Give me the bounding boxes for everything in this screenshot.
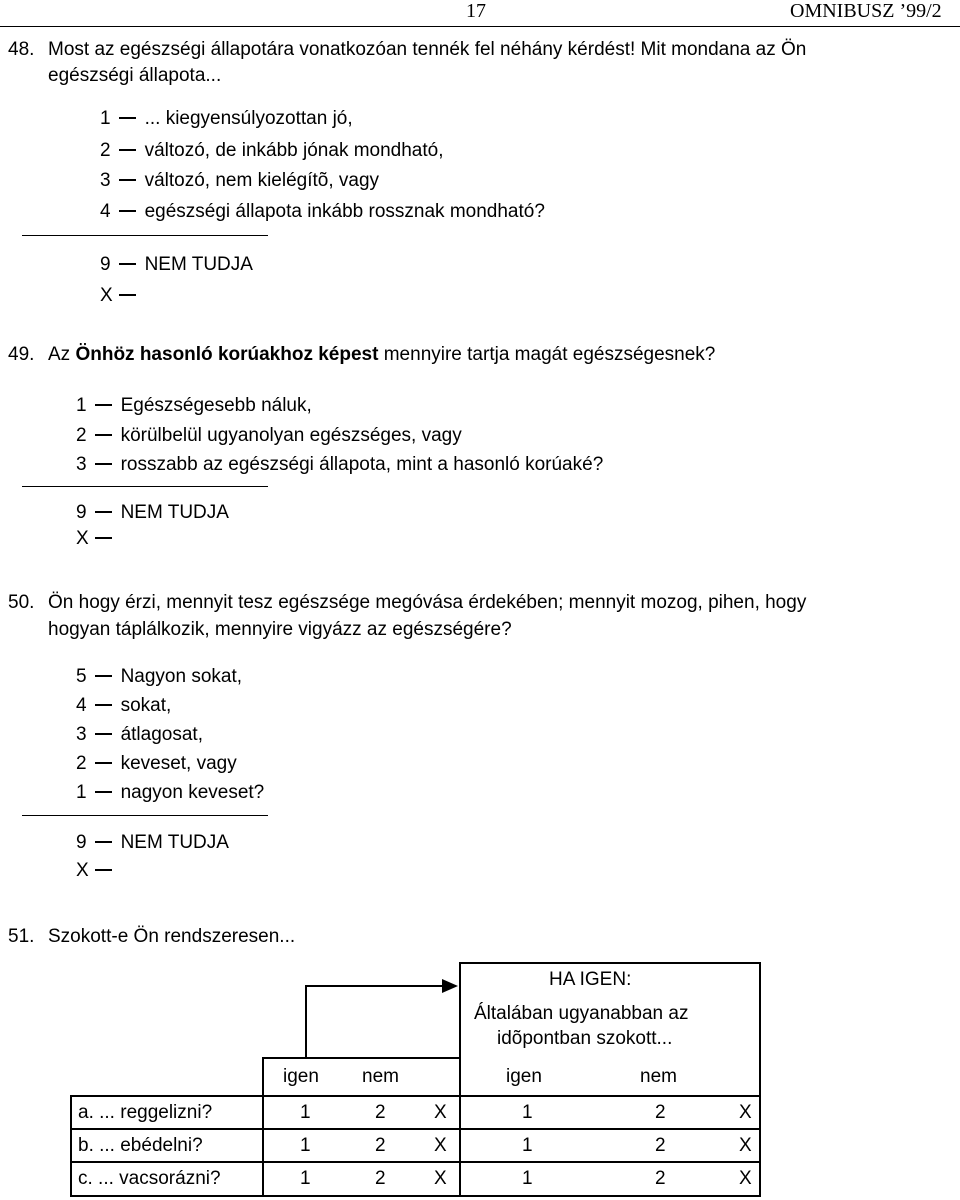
row-label: c. ... vacsorázni? xyxy=(78,1168,221,1189)
table-hline-bottom xyxy=(70,1195,761,1197)
ha-igen-text-line2: idõpontban szokott... xyxy=(497,1028,673,1049)
option-label: ... kiegyensúlyozottan jó, xyxy=(144,108,353,129)
option-code: 5 xyxy=(76,666,87,687)
q48-number: 48. xyxy=(8,39,35,60)
option-label: keveset, vagy xyxy=(120,753,237,774)
option-label: rosszabb az egészségi állapota, mint a hasonló korúaké? xyxy=(120,454,604,475)
cell-code[interactable]: 2 xyxy=(375,1168,386,1189)
option-code: 2 xyxy=(100,140,111,161)
cell-code[interactable]: 2 xyxy=(655,1135,666,1156)
option-code: X xyxy=(76,528,89,549)
cell-code[interactable]: X xyxy=(434,1168,447,1189)
cell-code[interactable]: X xyxy=(434,1135,447,1156)
col-header-igen-1: igen xyxy=(283,1066,319,1087)
dash-mark xyxy=(119,263,136,265)
option-code: 9 xyxy=(100,254,111,275)
cell-code[interactable]: 1 xyxy=(522,1102,533,1123)
option-code: 2 xyxy=(76,753,87,774)
col-header-nem-2: nem xyxy=(640,1066,677,1087)
option-code: 4 xyxy=(100,201,111,222)
dash-mark xyxy=(95,791,112,793)
dash-mark xyxy=(95,537,112,539)
dash-mark xyxy=(119,117,136,119)
q49-option-3[interactable] xyxy=(76,455,603,474)
q49-option-2[interactable] xyxy=(76,426,462,445)
cell-code[interactable]: 2 xyxy=(655,1102,666,1123)
q49-separator xyxy=(22,486,268,487)
header-rule xyxy=(0,26,960,27)
q48-text-line2: egészségi állapota... xyxy=(48,65,222,86)
q50-option-1[interactable] xyxy=(76,783,264,802)
dash-mark xyxy=(95,869,112,871)
ha-igen-box-top xyxy=(459,962,761,964)
arrow-right-icon xyxy=(442,979,458,993)
q50-text-line1: Ön hogy érzi, mennyit tesz egészsége megóvása érdekében; mennyit mozog, pihen, hogy xyxy=(48,592,807,613)
q50-number: 50. xyxy=(8,592,35,613)
cell-code[interactable]: 1 xyxy=(300,1135,311,1156)
q48-text-line1: Most az egészségi állapotára vonatkozóan tennék fel néhány kérdést! Mit mondana az Ön xyxy=(48,39,807,60)
option-code: 1 xyxy=(76,395,87,416)
q48-option-2[interactable] xyxy=(100,141,444,160)
cell-code[interactable]: 2 xyxy=(375,1102,386,1123)
q48-option-4[interactable] xyxy=(100,202,545,221)
option-label: változó, nem kielégítõ, vagy xyxy=(144,170,380,191)
cell-code[interactable]: X xyxy=(434,1102,447,1123)
cell-code[interactable]: X xyxy=(739,1168,752,1189)
col-header-nem-1: nem xyxy=(362,1066,399,1087)
ha-igen-title: HA IGEN: xyxy=(549,969,632,990)
option-label: Egészségesebb náluk, xyxy=(120,395,312,416)
option-label: NEM TUDJA xyxy=(144,254,253,275)
table-vline-1 xyxy=(262,1057,264,1197)
row-label: b. ... ebédelni? xyxy=(78,1135,203,1156)
q49-text-prefix: Az xyxy=(48,344,76,365)
dash-mark xyxy=(95,733,112,735)
publication-title: OMNIBUSZ ’99/2 xyxy=(790,0,942,22)
q50-option-2[interactable] xyxy=(76,754,237,773)
dash-mark xyxy=(95,404,112,406)
dash-mark xyxy=(119,149,136,151)
option-code: X xyxy=(100,285,113,306)
q50-option-5[interactable] xyxy=(76,667,242,686)
cell-code[interactable]: 1 xyxy=(300,1168,311,1189)
col-header-igen-2: igen xyxy=(506,1066,542,1087)
q48-option-dk[interactable] xyxy=(100,255,253,274)
dash-mark xyxy=(95,841,112,843)
option-label: átlagosat, xyxy=(120,724,203,745)
option-code: 9 xyxy=(76,832,87,853)
cell-code[interactable]: 1 xyxy=(300,1102,311,1123)
dash-mark xyxy=(119,210,136,212)
q50-option-4[interactable] xyxy=(76,696,171,715)
cell-code[interactable]: 2 xyxy=(375,1135,386,1156)
cell-code[interactable]: 2 xyxy=(655,1168,666,1189)
connector-horizontal xyxy=(305,985,444,987)
dash-mark xyxy=(95,675,112,677)
option-label: NEM TUDJA xyxy=(120,832,229,853)
q48-separator xyxy=(22,235,268,236)
dash-mark xyxy=(95,463,112,465)
option-code: 3 xyxy=(100,170,111,191)
q50-separator xyxy=(22,815,268,816)
table-hline-3 xyxy=(70,1161,761,1163)
q50-option-dk[interactable] xyxy=(76,833,229,852)
q49-text-suffix: mennyire tartja magát egészségesnek? xyxy=(378,344,716,365)
q49-text xyxy=(48,345,715,364)
table-hline-2 xyxy=(70,1128,761,1130)
table-vline-left xyxy=(70,1095,72,1197)
cell-code[interactable]: X xyxy=(739,1135,752,1156)
cell-code[interactable]: 1 xyxy=(522,1135,533,1156)
cell-code[interactable]: 1 xyxy=(522,1168,533,1189)
option-label: NEM TUDJA xyxy=(120,502,229,523)
page-number: 17 xyxy=(466,0,486,22)
cell-code[interactable]: X xyxy=(739,1102,752,1123)
dash-mark xyxy=(95,762,112,764)
q48-option-x[interactable] xyxy=(100,286,145,305)
option-code: 1 xyxy=(76,782,87,803)
connector-vertical xyxy=(305,986,307,1057)
q49-text-emphasis: Önhöz hasonló korúakhoz képest xyxy=(75,344,379,365)
option-label: körülbelül ugyanolyan egészséges, vagy xyxy=(120,425,462,446)
option-code: 1 xyxy=(100,108,111,129)
dash-mark xyxy=(119,179,136,181)
q51-text: Szokott-e Ön rendszeresen... xyxy=(48,926,296,947)
q50-text-line2: hogyan táplálkozik, mennyire vigyázz az egészségére? xyxy=(48,619,512,640)
q49-number: 49. xyxy=(8,344,35,365)
option-code: 2 xyxy=(76,425,87,446)
ha-igen-text-line1: Általában ugyanabban az xyxy=(474,1003,689,1024)
q49-option-dk[interactable] xyxy=(76,503,229,522)
option-code: X xyxy=(76,860,89,881)
option-label: sokat, xyxy=(120,695,172,716)
q49-option-1[interactable] xyxy=(76,396,312,415)
option-code: 4 xyxy=(76,695,87,716)
q48-option-3[interactable] xyxy=(100,171,379,190)
dash-mark xyxy=(95,704,112,706)
option-label: változó, de inkább jónak mondható, xyxy=(144,140,444,161)
option-label: egészségi állapota inkább rossznak mondható? xyxy=(144,201,545,222)
table-top-left xyxy=(262,1057,460,1059)
option-label: nagyon keveset? xyxy=(120,782,265,803)
q50-option-x[interactable] xyxy=(76,861,121,880)
table-hline-1 xyxy=(70,1095,761,1097)
q48-option-1[interactable] xyxy=(100,109,353,128)
dash-mark xyxy=(119,294,136,296)
option-code: 3 xyxy=(76,454,87,475)
q50-option-3[interactable] xyxy=(76,725,203,744)
dash-mark xyxy=(95,434,112,436)
option-code: 9 xyxy=(76,502,87,523)
dash-mark xyxy=(95,511,112,513)
option-code: 3 xyxy=(76,724,87,745)
row-label: a. ... reggelizni? xyxy=(78,1102,213,1123)
q51-number: 51. xyxy=(8,926,35,947)
q49-option-x[interactable] xyxy=(76,529,121,548)
option-label: Nagyon sokat, xyxy=(120,666,243,687)
